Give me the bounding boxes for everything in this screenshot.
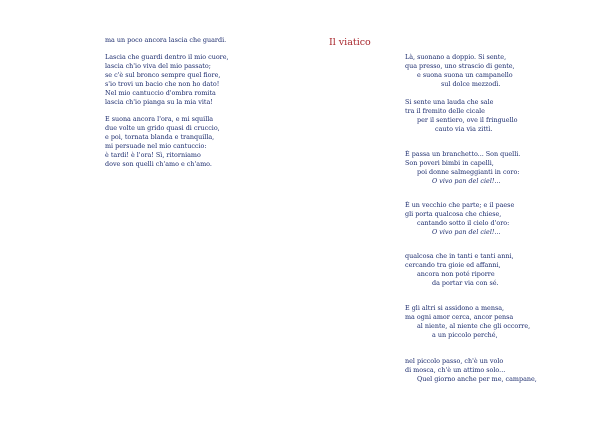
poem-line: per il sentiero, ove il fringuello (417, 116, 518, 124)
poem-line: qualcosa che in tanti e tanti anni, (405, 252, 514, 260)
poem-line: di mosca, ch'è un attimo solo... (405, 366, 506, 374)
poem-line: due volte un grido quasi di cruccio, (105, 124, 220, 132)
poem-line: cauto via via zittì. (435, 125, 493, 133)
poem-line: Lascia che guardi dentro il mio cuore, (105, 53, 229, 61)
poem-line: lascia ch'io viva del mio passato; (105, 62, 211, 70)
poem-line: cercando tra gioie ed affanni, (405, 261, 501, 269)
poem-line: sul dolce mezzodì. (441, 80, 501, 88)
right-page (300, 0, 600, 424)
poem-line: poi donne salmeggianti in coro: (417, 168, 520, 176)
poem-line: se c'è sul bronco sempre quel fiore, (105, 71, 221, 79)
poem-line: ma un poco ancora lascia che guardi. (105, 36, 227, 44)
poem-line: Si sente una lauda che sale (405, 98, 494, 106)
poem-line: È passa un branchetto... Son quelli. (405, 150, 521, 158)
poem-line: a un piccolo perché, (432, 331, 498, 339)
poem-title: Il viatico (329, 37, 371, 48)
poem-line: s'io trovi un bacio che non ho dato! (105, 80, 220, 88)
poem-line: Son poveri bimbi in capelli, (405, 159, 494, 167)
poem-line: E gli altri si assidono a mensa, (405, 304, 505, 312)
poem-line: e poi, tornata blanda e tranquilla, (105, 133, 215, 141)
poem-line: e suona suona un campanello (417, 71, 513, 79)
poem-line: qua presso, uno strascio di gente, (405, 62, 515, 70)
poem-line: gli porta qualcosa che chiese, (405, 210, 502, 218)
poem-line: O vivo pan del ciel!... (432, 177, 501, 185)
poem-line: lascia ch'io pianga su la mia vita! (105, 98, 213, 106)
poem-line: Là, suonano a doppio. Si sente, (405, 53, 507, 61)
poem-line: cantando sotto il cielo d'oro: (417, 219, 510, 227)
poem-line: tra il fremito delle cicale (405, 107, 485, 115)
poem-line: O vivo pan del ciel!... (432, 228, 501, 236)
poem-line: ancora non poté riporre (417, 270, 495, 278)
poem-line: ma ogni amor cerca, ancor pensa (405, 313, 514, 321)
poem-line: dove son quelli ch'amo e ch'amo. (105, 160, 212, 168)
poem-line: al niente, al niente che gli occorre, (417, 322, 531, 330)
poem-line: nel piccolo passo, ch'è un volo (405, 357, 504, 365)
poem-line: Quel giorno anche per me, campane, (417, 375, 537, 383)
poem-line: È un vecchio che parte; e il paese (405, 201, 515, 209)
poem-line: da portar via con sé. (432, 279, 499, 287)
poem-line: è tardi! è l'ora! Sì, ritorniamo (105, 151, 201, 159)
poem-line: mi persuade nel mio cantuccio: (105, 142, 207, 150)
poem-line: E suona ancora l'ora, e mi squilla (105, 115, 214, 123)
poem-line: Nel mio cantuccio d'ombra romita (105, 89, 216, 97)
